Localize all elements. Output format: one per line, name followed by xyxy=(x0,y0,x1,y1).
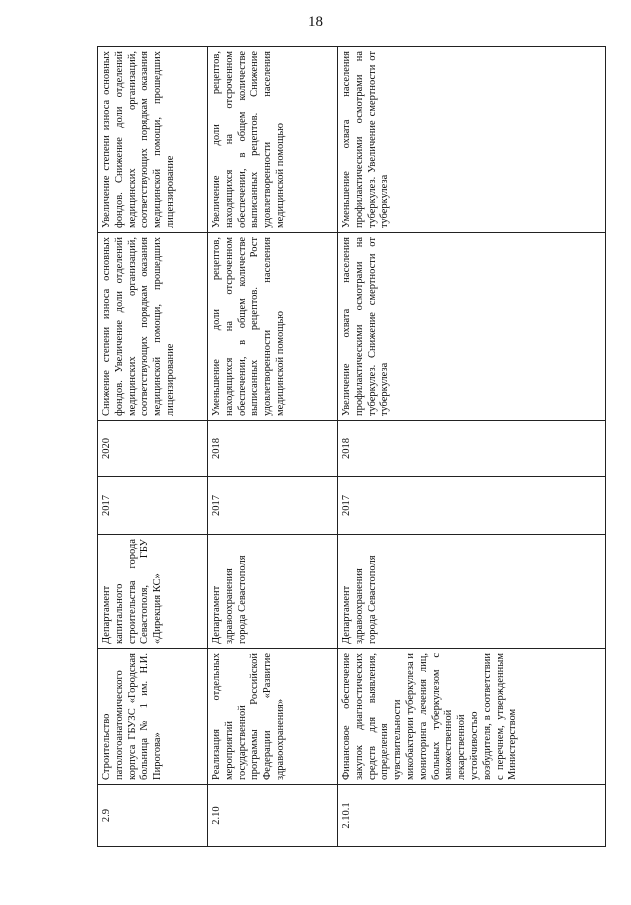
start-year-cell: 2017 xyxy=(208,477,338,535)
row-number: 2.10 xyxy=(208,785,338,847)
measure-cell: Реализация отдельных мероприятий государственной программы Российской Федерации «Развитие здравоохранения» xyxy=(208,649,338,785)
expected-result-cell: Увеличение охвата населения профилактическими осмотрами на туберкулез. Снижение смертности от туберкулеза xyxy=(338,233,606,421)
consequence-cell: Уменьшение охвата населения профилактическими осмотрами на туберкулез. Увеличение смертности от туберкулеза xyxy=(338,47,606,233)
executor-cell: Департамент здравоохранения города Севастополя xyxy=(208,535,338,649)
start-year-cell: 2017 xyxy=(338,477,606,535)
executor-cell: Департамент капитального строительства города Севастополя, ГБУ «Дирекция КС» xyxy=(98,535,208,649)
consequence-cell: Увеличение доли рецептов, находящихся на отсроченном обеспечении, в общем количестве выписанных рецептов. Снижение удовлетворенности населения медицинской помощью xyxy=(208,47,338,233)
end-year-cell: 2020 xyxy=(98,421,208,477)
expected-result-cell: Уменьшение доли рецептов, находящихся на отсроченном обеспечении, в общем количестве выписанных рецептов. Рост удовлетворенности населения медицинской помощью xyxy=(208,233,338,421)
measure-cell: Финансовое обеспечение закупок диагностических средств для выявления, определения чувствительности микобактерии туберкулеза и мониторинга лечения лиц, больных туберкулезом с множественной лекарственной устойчивостью возбудителя, в соответствии с перечнем, утвержденным Министерством xyxy=(338,649,606,785)
program-measures-table xyxy=(97,46,606,847)
row-number: 2.9 xyxy=(98,785,208,847)
executor-cell: Департамент здравоохранения города Севастополя xyxy=(338,535,606,649)
row-number: 2.10.1 xyxy=(338,785,606,847)
end-year-cell: 2018 xyxy=(208,421,338,477)
measure-cell: Строительство патологоанатомического корпуса ГБУЗС «Городская больница № 1 им. Н.И. Пирогова» xyxy=(98,649,208,785)
rotated-table-wrapper xyxy=(97,47,605,847)
page-number: 18 xyxy=(308,14,323,30)
start-year-cell: 2017 xyxy=(98,477,208,535)
table-row xyxy=(338,47,606,847)
expected-result-cell: Снижение степени износа основных фондов. Увеличение доли отделений медицинских организаций, соответствующих порядкам оказания медицинской помощи, прошедших лицензирование xyxy=(98,233,208,421)
consequence-cell: Увеличение степени износа основных фондов. Снижение доли отделений медицинских организаций, соответствующих порядкам оказания медицинской помощи, прошедших лицензирование xyxy=(98,47,208,233)
end-year-cell: 2018 xyxy=(338,421,606,477)
table-row xyxy=(98,47,208,847)
table-row xyxy=(208,47,338,847)
